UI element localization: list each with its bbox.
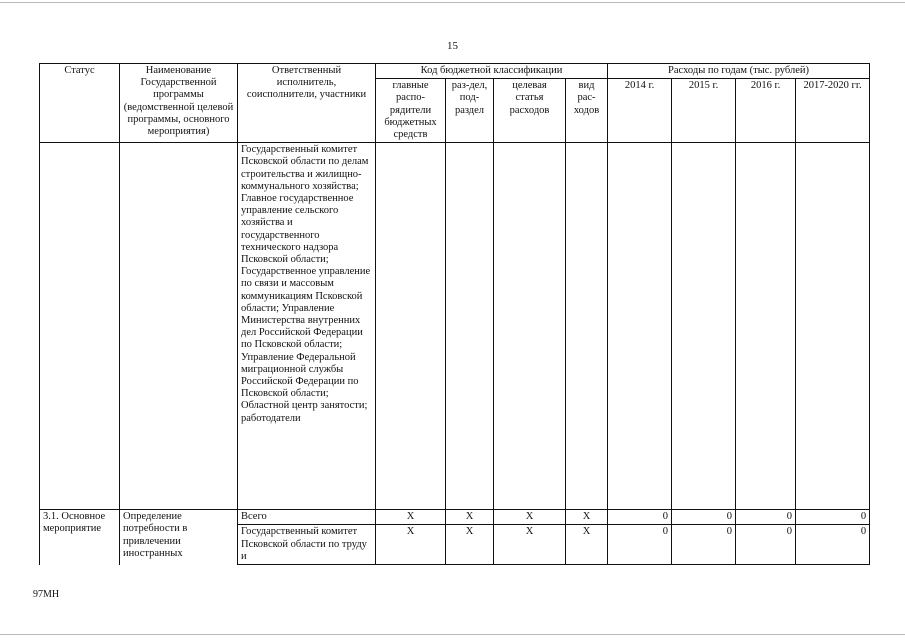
header-year-2017-2020: 2017-2020 гг. [796,79,870,143]
cell-status-3-1: 3.1. Основное мероприятие [40,510,120,565]
cell-continued-responsible: Государственный комитет Псковской области по делам строительства и жилищно-коммунального хозяйства; Главное государственное управление сельского хозяйства и государственного технического надзора Псковской области; Государственное управление по связи и массовым коммуникациям Псковской области; Управление Министерства внутренних дел Российской Федерации по Псковской области; Управление Федеральной миграционной службы Российской Федерации по Псковской области; Областной центр занятости; работодатели [238,143,376,510]
cell-empty [494,143,566,510]
header-target-article: целевая статья расходов [494,79,566,143]
cell-total-grbs: X [376,510,446,525]
cell-status-empty [40,143,120,510]
header-expenses: Расходы по годам (тыс. рублей) [608,64,870,79]
cell-total-vr: X [566,510,608,525]
table-row [40,143,870,510]
cell-empty [446,143,494,510]
cell-sub-2017-2020: 0 [796,525,870,565]
cell-empty [796,143,870,510]
cell-empty [376,143,446,510]
header-name: Наименование Государственной программы (ведомственной целевой программы, основного мероприятия) [120,64,238,143]
table-row [40,510,870,525]
footer-code: 97МН [33,589,60,600]
cell-total-2017-2020: 0 [796,510,870,525]
header-year-2015: 2015 г. [672,79,736,143]
cell-sub-label: Государственный комитет Псковской области по труду и [238,525,376,565]
scan-bottom-edge [0,634,905,635]
cell-sub-razdel: X [446,525,494,565]
scan-top-edge [0,2,905,3]
cell-total-cs: X [494,510,566,525]
cell-total-2014: 0 [608,510,672,525]
cell-sub-vr: X [566,525,608,565]
cell-total-label: Всего [238,510,376,525]
budget-table [39,63,870,565]
header-year-2016: 2016 г. [736,79,796,143]
cell-sub-cs: X [494,525,566,565]
cell-empty [672,143,736,510]
header-expense-type: вид рас-ходов [566,79,608,143]
cell-empty [608,143,672,510]
header-year-2014: 2014 г. [608,79,672,143]
header-razdel: раз-дел, под-раздел [446,79,494,143]
cell-sub-2014: 0 [608,525,672,565]
cell-sub-2016: 0 [736,525,796,565]
cell-sub-grbs: X [376,525,446,565]
page-number: 15 [447,40,458,52]
header-grbs: главные распо-рядители бюджетных средств [376,79,446,143]
cell-total-razdel: X [446,510,494,525]
cell-empty [566,143,608,510]
header-responsible: Ответственный исполнитель, соисполнители, участники [238,64,376,143]
cell-name-empty [120,143,238,510]
cell-total-2015: 0 [672,510,736,525]
cell-total-2016: 0 [736,510,796,525]
cell-name-3-1: Определение потребности в привлечении иностранных [120,510,238,565]
header-status: Статус [40,64,120,143]
cell-empty [736,143,796,510]
cell-sub-2015: 0 [672,525,736,565]
header-budget-code: Код бюджетной классификации [376,64,608,79]
